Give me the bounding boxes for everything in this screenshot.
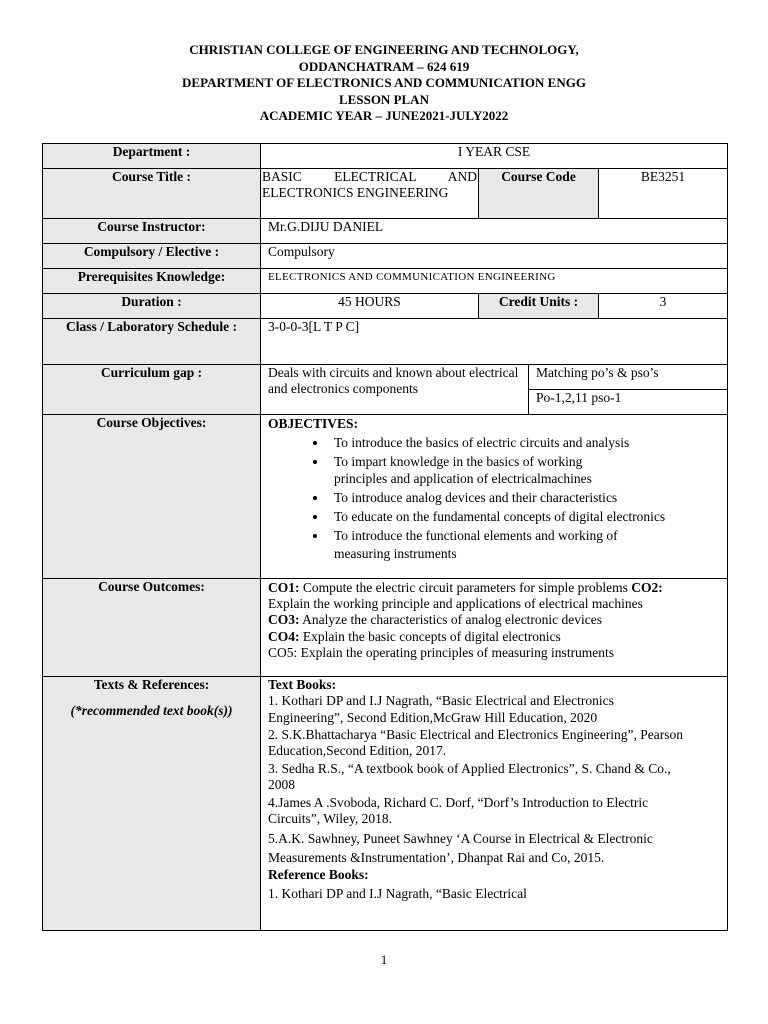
row-texts-references xyxy=(43,677,728,931)
lesson-plan-table xyxy=(42,143,728,931)
row-schedule xyxy=(43,319,728,365)
co3-tag: CO3: xyxy=(268,612,300,628)
course-title-label: Course Title : xyxy=(43,169,261,219)
row-course-title xyxy=(43,169,728,219)
academic-year: ACADEMIC YEAR – JUNE2021-JULY2022 xyxy=(259,108,509,124)
row-objectives xyxy=(43,415,728,579)
page-number: 1 xyxy=(380,952,388,967)
co3-text: Analyze the characteristics of analog electronic devices xyxy=(299,612,602,628)
objective-item: • To introduce analog devices and their characteristics xyxy=(328,489,720,507)
row-duration xyxy=(43,294,728,319)
course-title-value xyxy=(261,169,479,219)
course-title-line1: BASIC ELECTRICAL AND xyxy=(262,169,477,184)
texts-label: Texts & References: xyxy=(93,677,210,692)
objective-item: • To introduce the basics of electric circuits and analysis xyxy=(328,434,720,452)
co2-tag: CO2: xyxy=(631,580,663,595)
textbook-item: 3. Sedha R.S., “A textbook book of Applied Electronics”, S. Chand & Co., 2008 xyxy=(268,760,671,793)
texts-content xyxy=(261,677,728,931)
row-compulsory-elective xyxy=(43,244,728,269)
curriculum-gap-label: Curriculum gap : xyxy=(43,365,261,415)
outcomes-label: Course Outcomes: xyxy=(43,579,261,677)
texts-references-label xyxy=(43,677,261,931)
row-curriculum-gap xyxy=(43,365,728,390)
textbook-item: 5.A.K. Sawhney, Puneet Sawhney ‘A Course in Electrical & Electronic Measurements &Instrumentation’, Dhanpat Rai and Co, 2015. xyxy=(268,831,653,866)
co4-tag: CO4: xyxy=(268,628,300,644)
credit-units-value: 3 xyxy=(599,294,728,319)
course-code-label: Course Code xyxy=(479,169,599,219)
objective-item: • To educate on the fundamental concepts of digital electronics xyxy=(328,508,720,526)
department-name: DEPARTMENT OF ELECTRONICS AND COMMUNICATION ENGG xyxy=(182,75,586,91)
duration-label: Duration : xyxy=(43,294,261,319)
objectives-content xyxy=(261,415,728,579)
college-location: ODDANCHATRAM – 624 619 xyxy=(298,58,470,74)
objective-item: • To impart knowledge in the basics of working principles and application of electricalmachines xyxy=(328,453,634,488)
college-name: CHRISTIAN COLLEGE OF ENGINEERING AND TECHNOLOGY, xyxy=(189,42,579,57)
co5-text: CO5: Explain the operating principles of measuring instruments xyxy=(268,644,615,660)
row-prerequisites xyxy=(43,269,728,294)
prerequisites-value: ELECTRONICS AND COMMUNICATION ENGINEERING xyxy=(261,269,728,294)
schedule-label: Class / Laboratory Schedule : xyxy=(43,319,261,365)
co1-tag: CO1: xyxy=(268,580,300,595)
document-header xyxy=(0,42,768,125)
co2-text: Explain the working principle and applications of electrical machines xyxy=(268,596,643,612)
texts-sublabel: (*recommended text book(s)) xyxy=(70,703,233,719)
compulsory-elective-value: Compulsory xyxy=(261,244,728,269)
objectives-heading: OBJECTIVES: xyxy=(268,416,359,431)
instructor-label: Course Instructor: xyxy=(43,219,261,244)
co1-text: Compute the electric circuit parameters for simple problems xyxy=(299,580,632,595)
textbook-item: 1. Kothari DP and I.J Nagrath, “Basic Electrical and Electronics Engineering”, Second Edition,McGraw Hill Education, 2020 xyxy=(268,693,614,725)
reference-item: 1. Kothari DP and I.J Nagrath, “Basic Electrical xyxy=(268,885,527,901)
row-instructor xyxy=(43,219,728,244)
objectives-label: Course Objectives: xyxy=(43,415,261,579)
matching-pos-value: Po-1,2,11 pso-1 xyxy=(529,390,728,415)
row-department xyxy=(43,144,728,169)
matching-pos-label: Matching po’s & pso’s xyxy=(529,365,728,390)
prerequisites-label: Prerequisites Knowledge: xyxy=(43,269,261,294)
objectives-list xyxy=(268,434,720,563)
textbook-item: 2. S.K.Bhattacharya “Basic Electrical and Electronics Engineering”, Pearson Education,Second Edition, 2017. xyxy=(268,727,683,759)
textbooks-heading: Text Books: xyxy=(268,677,337,692)
curriculum-gap-value: Deals with circuits and known about electrical and electronics components xyxy=(261,365,529,415)
co4-text: Explain the basic concepts of digital electronics xyxy=(299,628,561,644)
outcomes-content xyxy=(261,579,728,677)
textbook-item: 4.James A .Svoboda, Richard C. Dorf, “Dorf’s Introduction to Electric Circuits”, Wiley, 2018. xyxy=(268,794,649,827)
objective-item: • To introduce the functional elements and working of measuring instruments xyxy=(328,527,654,562)
credit-units-label: Credit Units : xyxy=(479,294,599,319)
schedule-value: 3-0-0-3[L T P C] xyxy=(261,319,728,365)
instructor-value: Mr.G.DIJU DANIEL xyxy=(261,219,728,244)
department-label: Department : xyxy=(43,144,261,169)
document-title: LESSON PLAN xyxy=(339,91,429,107)
compulsory-elective-label: Compulsory / Elective : xyxy=(43,244,261,269)
reference-heading: Reference Books: xyxy=(268,867,369,883)
department-value: I YEAR CSE xyxy=(261,144,728,169)
course-code-value: BE3251 xyxy=(599,169,728,219)
duration-value: 45 HOURS xyxy=(261,294,479,319)
row-outcomes xyxy=(43,579,728,677)
course-title-line2: ELECTRONICS ENGINEERING xyxy=(262,185,449,201)
